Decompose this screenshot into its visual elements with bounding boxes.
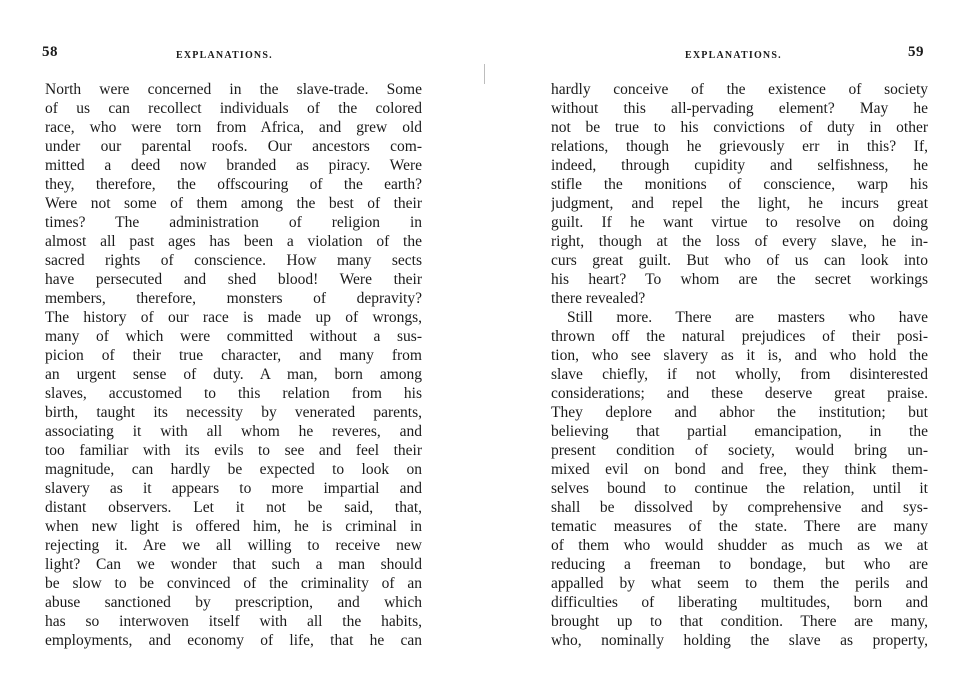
text-line: They deplore and abhor the institution; but: [551, 404, 928, 421]
text-line: of us can recollect individuals of the colored: [45, 100, 422, 117]
text-line: Still more. There are masters who have: [567, 309, 928, 326]
text-line: relations, though he grievously err in this? If,: [551, 138, 928, 155]
text-line: judgment, and repel the light, he incurs great: [551, 195, 928, 212]
text-line: reducing a freeman to bondage, but who are: [551, 556, 928, 573]
text-line: Were not some of them among the best of their: [45, 195, 422, 212]
text-line: right, though at the loss of every slave, he in-: [551, 233, 928, 250]
text-line: mitted a deed now branded as piracy. Were: [45, 157, 422, 174]
text-line: believing that partial emancipation, in the: [551, 423, 928, 440]
text-line: race, who were torn from Africa, and grew old: [45, 119, 422, 136]
text-line: when new light is offered him, he is criminal in: [45, 518, 422, 535]
text-line: indeed, through cupidity and selfishness, he: [551, 157, 928, 174]
text-line: employments, and economy of life, that he can: [45, 632, 422, 649]
text-line: tion, who see slavery as it is, and who hold the: [551, 347, 928, 364]
text-line: distant observers. Let it not be said, that,: [45, 499, 422, 516]
text-line: shall be dissolved by comprehensive and sys-: [551, 499, 928, 516]
text-line: thrown off the natural prejudices of their posi-: [551, 328, 928, 345]
text-line: there revealed?: [551, 290, 646, 307]
text-line: slavery as it appears to more impartial and: [45, 480, 422, 497]
text-line: many of which were committed without a sus-: [45, 328, 422, 345]
text-line: birth, taught its necessity by venerated parents,: [45, 404, 422, 421]
running-head: EXPLANATIONS.: [176, 50, 273, 61]
text-line: almost all past ages has been a violation of the: [45, 233, 422, 250]
text-line: have persecuted and shed blood! Were their: [45, 271, 422, 288]
text-line: picion of their true character, and many from: [45, 347, 422, 364]
running-head: EXPLANATIONS.: [685, 50, 782, 61]
text-line: an urgent sense of duty. A man, born among: [45, 366, 422, 383]
page-body-text: [551, 80, 928, 650]
text-line: tematic measures of the state. There are many: [551, 518, 928, 535]
text-line: his heart? To whom are the secret workings: [551, 271, 928, 288]
text-line: difficulties of liberating multitudes, born and: [551, 594, 928, 611]
text-line: be slow to be convinced of the criminality of an: [45, 575, 422, 592]
text-line: abuse sanctioned by prescription, and which: [45, 594, 422, 611]
right-page: [490, 0, 980, 686]
text-line: considerations; and these deserve great praise.: [551, 385, 928, 402]
text-line: times? The administration of religion in: [45, 214, 422, 231]
page-body-text: [45, 80, 422, 650]
text-line: appalled by what seem to them the perils and: [551, 575, 928, 592]
text-line: not be true to his convictions of duty in other: [551, 119, 928, 136]
text-line: slave chiefly, if not wholly, from disinterested: [551, 366, 928, 383]
text-line: magnitude, can hardly be expected to look on: [45, 461, 422, 478]
text-line: slaves, accustomed to this relation from his: [45, 385, 422, 402]
text-line: who, nominally holding the slave as property,: [551, 632, 928, 649]
text-line: mixed evil on bond and free, they think them-: [551, 461, 928, 478]
text-line: they, therefore, the offscouring of the earth?: [45, 176, 422, 193]
text-line: brought up to that condition. There are many,: [551, 613, 928, 630]
text-line: without this all-pervading element? May he: [551, 100, 928, 117]
text-line: The history of our race is made up of wrongs,: [45, 309, 422, 326]
text-line: selves bound to continue the relation, until it: [551, 480, 928, 497]
text-line: hardly conceive of the existence of society: [551, 81, 928, 98]
text-line: rejecting it. Are we all willing to receive new: [45, 537, 422, 554]
page-number: 58: [42, 44, 58, 60]
text-line: guilt. If he want virtue to resolve on doing: [551, 214, 928, 231]
text-line: has so interwoven itself with all the habits,: [45, 613, 422, 630]
text-line: light? Can we wonder that such a man should: [45, 556, 422, 573]
text-line: North were concerned in the slave-trade. Some: [45, 81, 422, 98]
page-number: 59: [908, 44, 924, 60]
text-line: sacred rights of conscience. How many sects: [45, 252, 422, 269]
text-line: associating it with all whom he reveres, and: [45, 423, 422, 440]
text-line: members, therefore, monsters of depravity?: [45, 290, 422, 307]
text-line: stifle the monitions of conscience, warp his: [551, 176, 928, 193]
text-line: too familiar with its evils to see and feel their: [45, 442, 422, 459]
text-line: present condition of society, would bring un-: [551, 442, 928, 459]
text-line: of them who would shudder as much as we at: [551, 537, 928, 554]
text-line: curs great guilt. But who of us can look into: [551, 252, 928, 269]
text-line: under our parental roofs. Our ancestors com-: [45, 138, 422, 155]
